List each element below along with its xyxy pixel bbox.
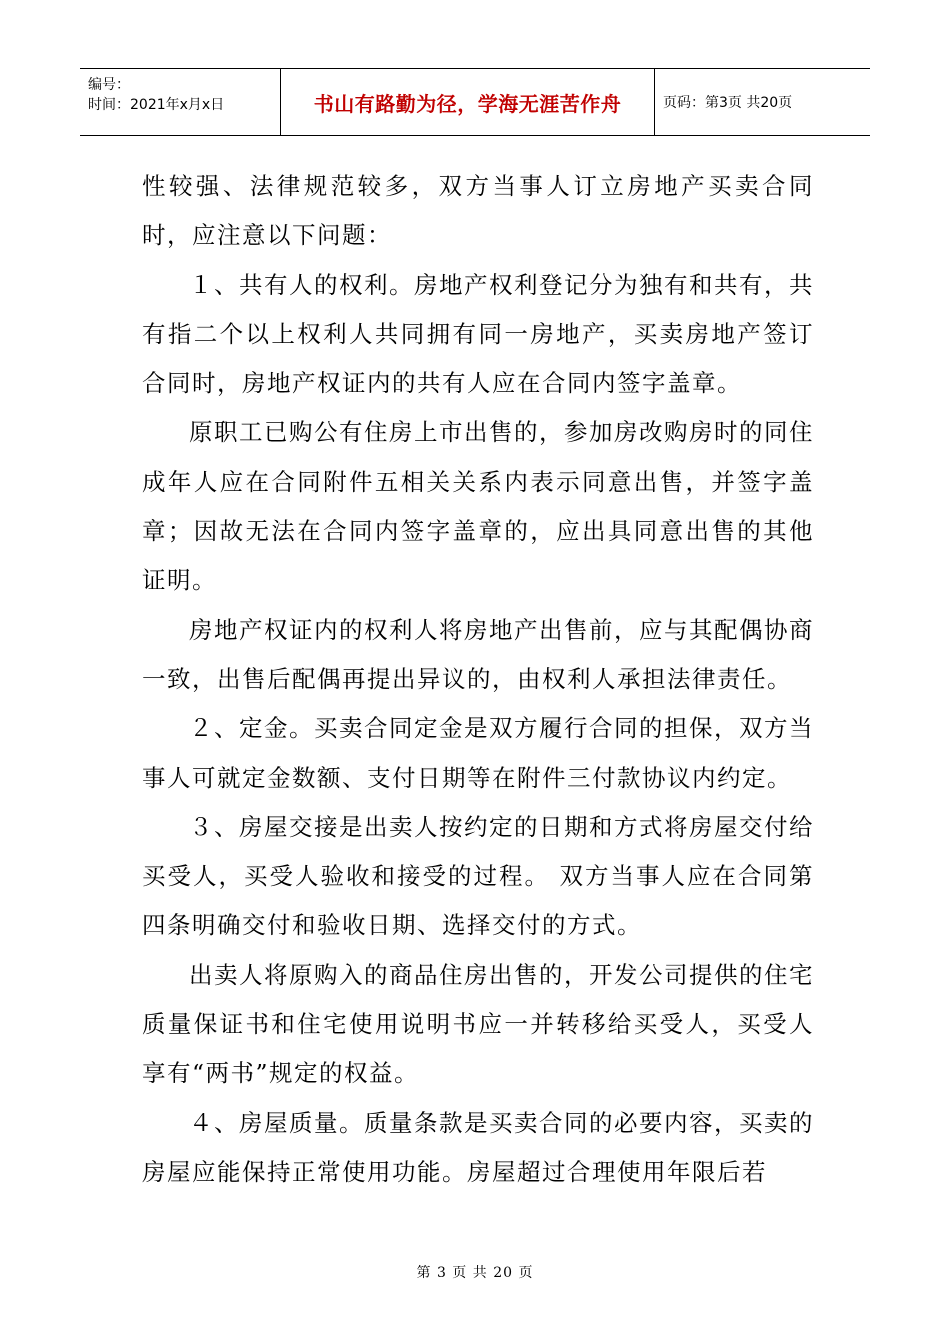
paragraph: 原职工已购公有住房上市出售的，参加房改购房时的同住成年人应在合同附件五相关关系内表示同意出售，并签字盖章；因故无法在合同内签字盖章的，应出具同意出售的其他证明。 — [142, 418, 814, 595]
header-motto: 书山有路勤为径，学海无涯苦作舟 — [281, 69, 655, 135]
document-body — [142, 162, 814, 1197]
page-footer: 第 3 页 共 20 页 — [416, 1265, 534, 1281]
header-page-number: 页码：第3页 共20页 — [663, 95, 793, 111]
document-date: 时间：2021年x月x日 — [88, 97, 225, 113]
page-header — [80, 68, 870, 136]
paragraph: 出卖人将原购入的商品住房出售的，开发公司提供的住宅质量保证书和住宅使用说明书应一并转移给买受人，买受人享有“两书”规定的权益。 — [142, 960, 814, 1088]
paragraph: ３、房屋交接是出卖人按约定的日期和方式将房屋交付给买受人，买受人验收和接受的过程。 双方当事人应在合同第四条明确交付和验收日期、选择交付的方式。 — [142, 812, 814, 940]
paragraph: 房地产权证内的权利人将房地产出售前，应与其配偶协商一致，出售后配偶再提出异议的，由权利人承担法律责任。 — [142, 615, 814, 693]
header-meta — [80, 69, 281, 135]
document-number-label: 编号： — [88, 77, 130, 93]
paragraph: ４、房屋质量。质量条款是买卖合同的必要内容，买卖的房屋应能保持正常使用功能。房屋超过合理使用年限后若 — [142, 1108, 814, 1186]
paragraph: ２、定金。买卖合同定金是双方履行合同的担保，双方当事人可就定金数额、支付日期等在附件三付款协议内约定。 — [142, 714, 814, 792]
paragraph: １、共有人的权利。房地产权利登记分为独有和共有，共有指二个以上权利人共同拥有同一房地产，买卖房地产签订合同时，房地产权证内的共有人应在合同内签字盖章。 — [142, 270, 814, 398]
paragraph-continued: 性较强、法律规范较多，双方当事人订立房地产买卖合同时，应注意以下问题： — [142, 172, 814, 250]
